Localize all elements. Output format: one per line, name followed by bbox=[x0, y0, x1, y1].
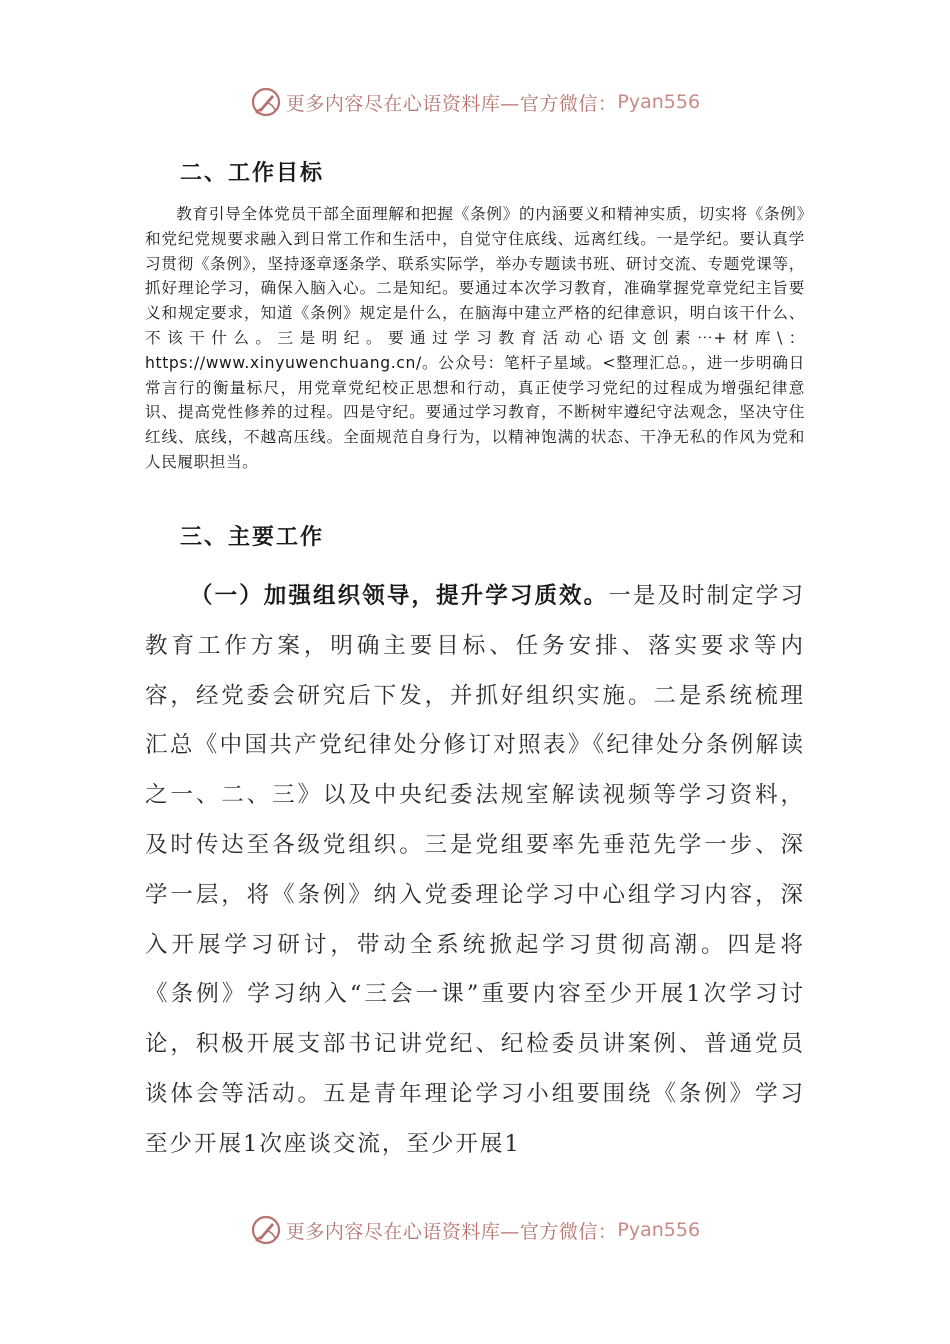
work-subheading: （一）加强组织领导，提升学习质效。 bbox=[190, 583, 609, 609]
source-url-link[interactable]: https://www.xinyuwenchuang.cn/ bbox=[145, 353, 422, 372]
watermark-text: 更多内容尽在心语资料库—官方微信： bbox=[285, 1220, 618, 1243]
goals-text-part2: 。公众号：笔杆子星域。<整理汇总。，进一步明确日常言行的衡量标尺，用党章党纪校正思想和行动，真正使学习党纪的过程成为增强纪律意识、提高党性修养的过程。四是守纪。要通过学习教育，不断树牢遵纪守法观念，坚决守住红线、底线，不越高压线。全面规范自身行为，以精神饱满的状态、干净无私的作风为党和人民履职担当。 bbox=[145, 353, 805, 471]
watermark-banner-top bbox=[0, 82, 950, 122]
goals-paragraph bbox=[145, 202, 805, 475]
watermark-banner-bottom bbox=[0, 1210, 950, 1250]
watermark-wechat-id: Pyan556 bbox=[617, 1219, 701, 1241]
quill-logo-icon bbox=[250, 86, 282, 118]
watermark-wechat-id: Pyan556 bbox=[617, 91, 701, 113]
work-paragraph bbox=[145, 572, 805, 1170]
watermark-text: 更多内容尽在心语资料库—官方微信： bbox=[285, 92, 618, 115]
work-body-text: 一是及时制定学习教育工作方案，明确主要目标、任务安排、落实要求等内容，经党委会研究后下发，并抓好组织实施。二是系统梳理汇总《中国共产党纪律处分修订对照表》《纪律处分条例解读之一、二、三》以及中央纪委法规室解读视频等学习资料，及时传达至各级党组织。三是党组要率先垂范先学一步、深学一层，将《条例》纳入党委理论学习中心组学习内容，深入开展学习研讨，带动全系统掀起学习贯彻高潮。四是将《条例》学习纳入“三会一课”重要内容至少开展1次学习讨论，积极开展支部书记讲党纪、纪检委员讲案例、普通党员谈体会等活动。五是青年理论学习小组要围绕《条例》学习至少开展1次座谈交流，至少开展1 bbox=[145, 583, 805, 1157]
section-heading-work: 三、主要工作 bbox=[180, 525, 325, 550]
goals-text-part1: 教育引导全体党员干部全面理解和把握《条例》的内涵要义和精神实质，切实将《条例》和党纪党规要求融入到日常工作和生活中，自觉守住底线、远离红线。一是学纪。要认真学习贯彻《条例》，坚持逐章逐条学、联系实际学，举办专题读书班、研讨交流、专题党课等，抓好理论学习，确保入脑入心。二是知纪。要通过本次学习教育，准确掌握党章党纪主旨要义和规定要求，知道《条例》规定是什么，在脑海中建立严格的纪律意识，明白该干什么、不该干什么。三是明纪。要通过学习教育活动心语文创素⋯+材库\： bbox=[145, 205, 805, 347]
quill-logo-icon bbox=[250, 1214, 282, 1246]
section-heading-goals: 二、工作目标 bbox=[180, 161, 325, 186]
